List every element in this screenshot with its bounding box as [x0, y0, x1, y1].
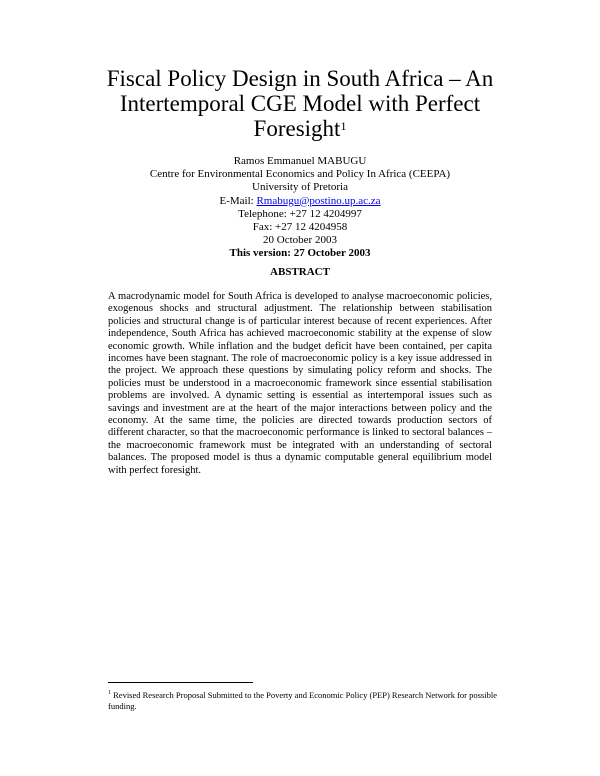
email-line [60, 195, 540, 208]
footnote [108, 688, 503, 712]
email-link[interactable]: Rmabugu@postino.up.ac.za [256, 194, 381, 207]
university: University of Pretoria [252, 181, 348, 194]
footnote-text: Revised Research Proposal Submitted to the Poverty and Economic Policy (PEP) Research Network for possible funding. [108, 689, 497, 711]
footnote-mark: 1 [108, 690, 111, 696]
date: 20 October 2003 [263, 234, 337, 247]
footnote-divider [108, 682, 253, 683]
fax: Fax: +27 12 4204958 [252, 221, 348, 234]
version: This version: 27 October 2003 [229, 247, 371, 260]
abstract-text: A macrodynamic model for South Africa is developed to analyse macroeconomic policies, exogenous shocks and structural adjustment. The relationship between stabilisation policies and structural change is of particular interest because of recent experiences. After independence, South Africa has achieved macroeconomic stability at the expense of slow economic growth. While inflation and the budget deficit have been contained, per capita incomes have been stagnant. The role of macroeconomic policy is a key issue addressed in the project. We approach these questions by simulating policy reform and shocks. The policies must be understood in a macroeconomic framework since essential stabilisation problems are involved. A dynamic setting is essential as intertemporal issues such as savings and investment are at the heart of the major interactions between policy and the economy. At the same time, the policies are directed towards production sectors of different character, so that the macroeconomic performance is linked to sectoral balances – the macroeconomic framework must be integrated with an understanding of sectoral balances. The proposed model is thus a dynamic computable general equilibrium model with perfect foresight. [108, 291, 492, 476]
paper-title [60, 66, 540, 141]
title-line-1: Fiscal Policy Design in South Africa – An [106, 66, 494, 91]
telephone: Telephone: +27 12 4204997 [238, 207, 362, 220]
email-label: E-Mail: [219, 194, 254, 207]
affiliation: Centre for Environmental Economics and Policy In Africa (CEEPA) [149, 168, 451, 181]
author-block [60, 155, 540, 261]
title-line-3: Foresight [253, 116, 341, 141]
title-line-2: Intertemporal CGE Model with Perfect [119, 91, 481, 116]
title-footnote-mark: 1 [340, 119, 347, 133]
abstract-heading: ABSTRACT [270, 266, 330, 278]
author-name: Ramos Emmanuel MABUGU [233, 155, 367, 167]
